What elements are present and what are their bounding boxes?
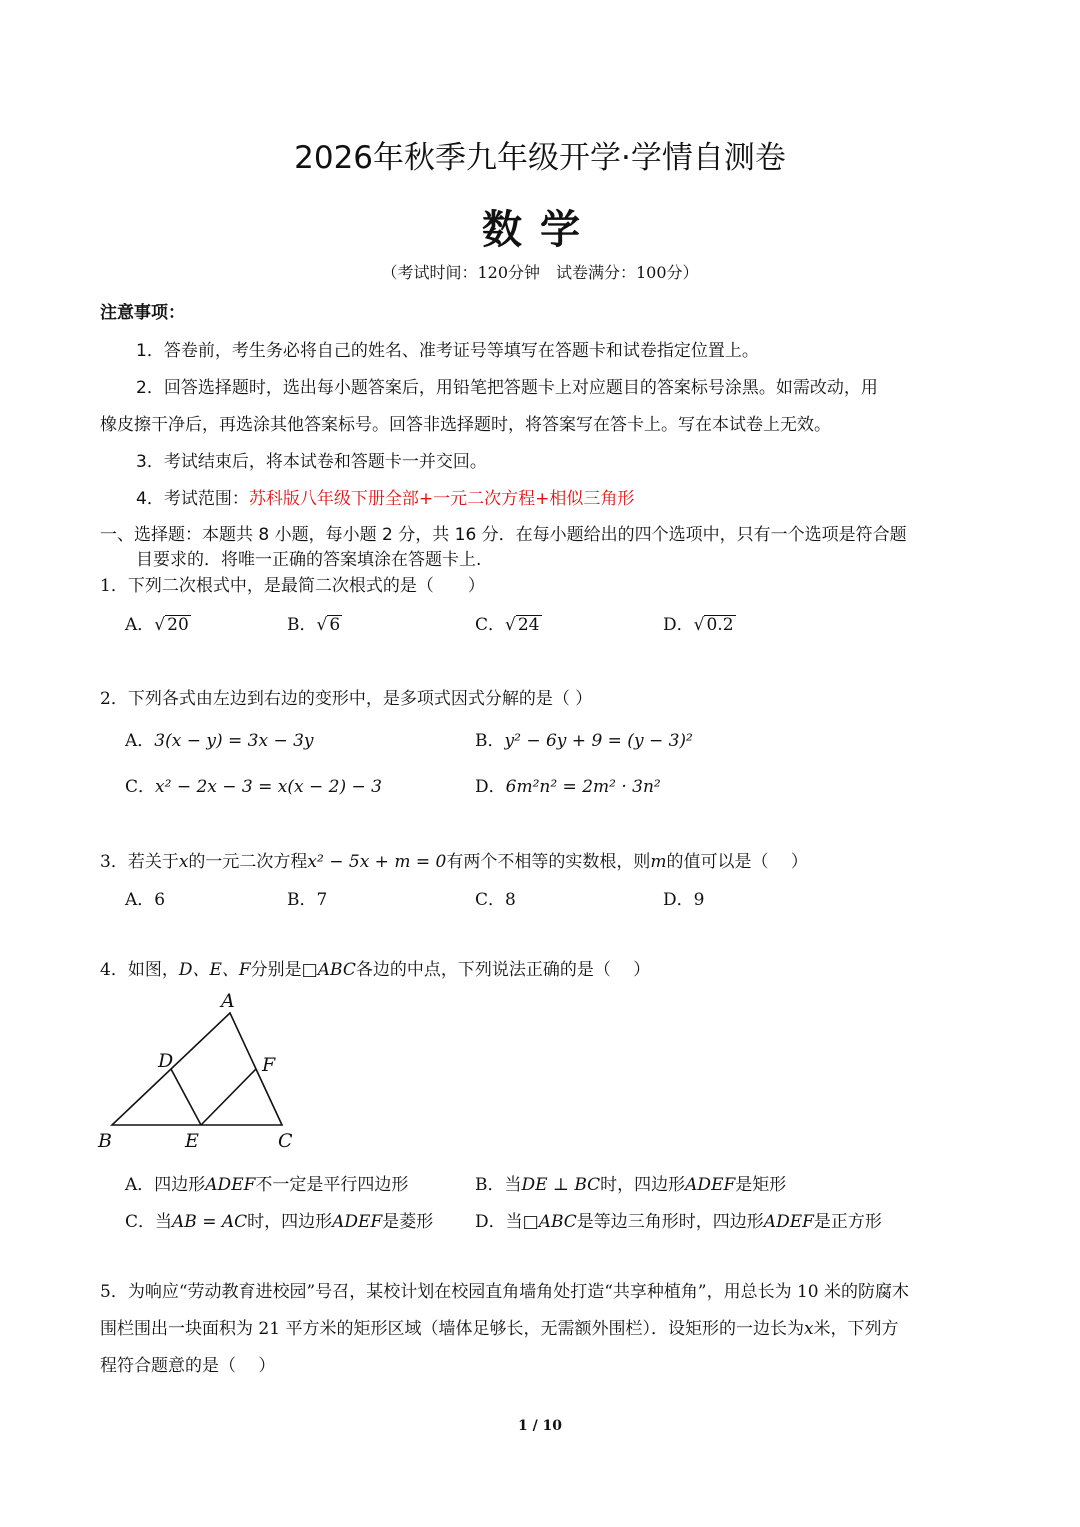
q1-option-b: B．√ 6 (287, 615, 341, 635)
q4-option-d: D．当□ABC是等边三角形时，四边形ADEF是正方形 (475, 1212, 882, 1232)
label-f: F (262, 1054, 276, 1076)
q5-line-2: 围栏围出一块面积为 21 平方米的矩形区域（墙体足够长，无需额外围栏）．设矩形的一边长为x米，下列方 (100, 1319, 899, 1339)
q1-a-radicand: 20 (167, 615, 189, 635)
notice-item-2-line-1: 2．回答选择题时，选出每小题答案后，用铅笔把答题卡上对应题目的答案标号涂黑。如需改动，用 (136, 378, 878, 398)
label-b: B (98, 1130, 112, 1152)
q3-option-d: D．9 (663, 890, 705, 910)
q5-line-3: 程符合题意的是（ ） (100, 1356, 276, 1376)
q1-option-c: C．√ 24 (475, 615, 540, 635)
q1-d-radicand: 0.2 (706, 615, 734, 635)
q3-option-a: A．6 (125, 890, 166, 910)
label-c: C (278, 1130, 293, 1152)
q3-option-b: B．7 (287, 890, 328, 910)
q2-option-a: A．3(x − y) = 3x − 3y (125, 731, 314, 751)
notice-item-1: 1．答卷前，考生务必将自己的姓名、准考证号等填写在答题卡和试卷指定位置上。 (136, 341, 759, 361)
q3-option-c: C．8 (475, 890, 516, 910)
q3-equation: x² − 5x + m = 0 (307, 852, 447, 872)
exam-title: 2026年秋季九年级开学·学情自测卷 (294, 140, 786, 176)
notice-item-4 (136, 484, 634, 509)
notice-item-3: 3．考试结束后，将本试卷和答题卡一并交回。 (136, 452, 487, 472)
q5-line-1: 5．为响应“劳动教育进校园”号召，某校计划在校园直角墙角处打造“共享种植角”，用总长为 10 米的防腐木 (100, 1282, 910, 1302)
q1-option-a: A．√ 20 (125, 615, 189, 635)
q2-option-c: C．x² − 2x − 3 = x(x − 2) − 3 (125, 777, 382, 797)
q2-stem: 2．下列各式由左边到右边的变形中，是多项式因式分解的是（ ） (100, 689, 593, 709)
exam-scope: 苏科版八年级下册全部+一元二次方程+相似三角形 (248, 489, 635, 509)
q3-stem: 3．若关于x的一元二次方程x² − 5x + m = 0有两个不相等的实数根，则m的值可以是（ ） (100, 852, 808, 872)
label-d: D (158, 1050, 174, 1072)
notice-heading: 注意事项： (100, 303, 185, 323)
label-e: E (185, 1130, 199, 1152)
exam-info: （考试时间：120分钟 试卷满分：100分） (381, 263, 699, 282)
segment-de (171, 1069, 201, 1125)
q1-b-radicand: 6 (329, 615, 341, 635)
page-number: 1 / 10 (517, 1418, 563, 1434)
subject-title: 数学 (482, 207, 598, 253)
q4-option-a: A．四边形ADEF不一定是平行四边形 (125, 1175, 409, 1195)
q2-d-expr: 6m²n² = 2m² · 3n² (505, 777, 661, 797)
section-1-line-2: 目要求的．将唯一正确的答案填涂在答题卡上. (136, 550, 482, 570)
q2-option-d: D．6m²n² = 2m² · 3n² (475, 777, 661, 797)
label-a: A (221, 990, 235, 1012)
q2-b-expr: y² − 6y + 9 = (y − 3)² (504, 731, 693, 751)
q1-stem: 1．下列二次根式中，是最简二次根式的是（ ） (100, 576, 485, 596)
q2-c-expr: x² − 2x − 3 = x(x − 2) − 3 (155, 777, 382, 797)
q1-option-d: D．√ 0.2 (663, 615, 734, 635)
q4-option-b: B．当DE ⊥ BC时，四边形ADEF是矩形 (475, 1175, 787, 1195)
q2-option-b: B．y² − 6y + 9 = (y − 3)² (475, 731, 693, 751)
q4-option-c: C．当AB = AC时，四边形ADEF是菱形 (125, 1212, 434, 1232)
segment-ef (201, 1069, 256, 1125)
triangle-figure (90, 985, 320, 1160)
notice-item-4-prefix: 4．考试范围： (136, 489, 249, 509)
q2-a-expr: 3(x − y) = 3x − 3y (154, 731, 314, 751)
section-1-line-1: 一、选择题：本题共 8 小题，每小题 2 分，共 16 分．在每小题给出的四个选项中，只有一个选项是符合题 (100, 525, 907, 545)
triangle-abc (112, 1013, 282, 1125)
q1-c-radicand: 24 (517, 615, 540, 635)
q4-stem: 4．如图，D、E、F分别是□ABC各边的中点，下列说法正确的是（ ） (100, 960, 651, 980)
notice-item-2-line-2: 橡皮擦干净后，再选涂其他答案标号。回答非选择题时，将答案写在答卡上。写在本试卷上无效。 (100, 415, 831, 435)
